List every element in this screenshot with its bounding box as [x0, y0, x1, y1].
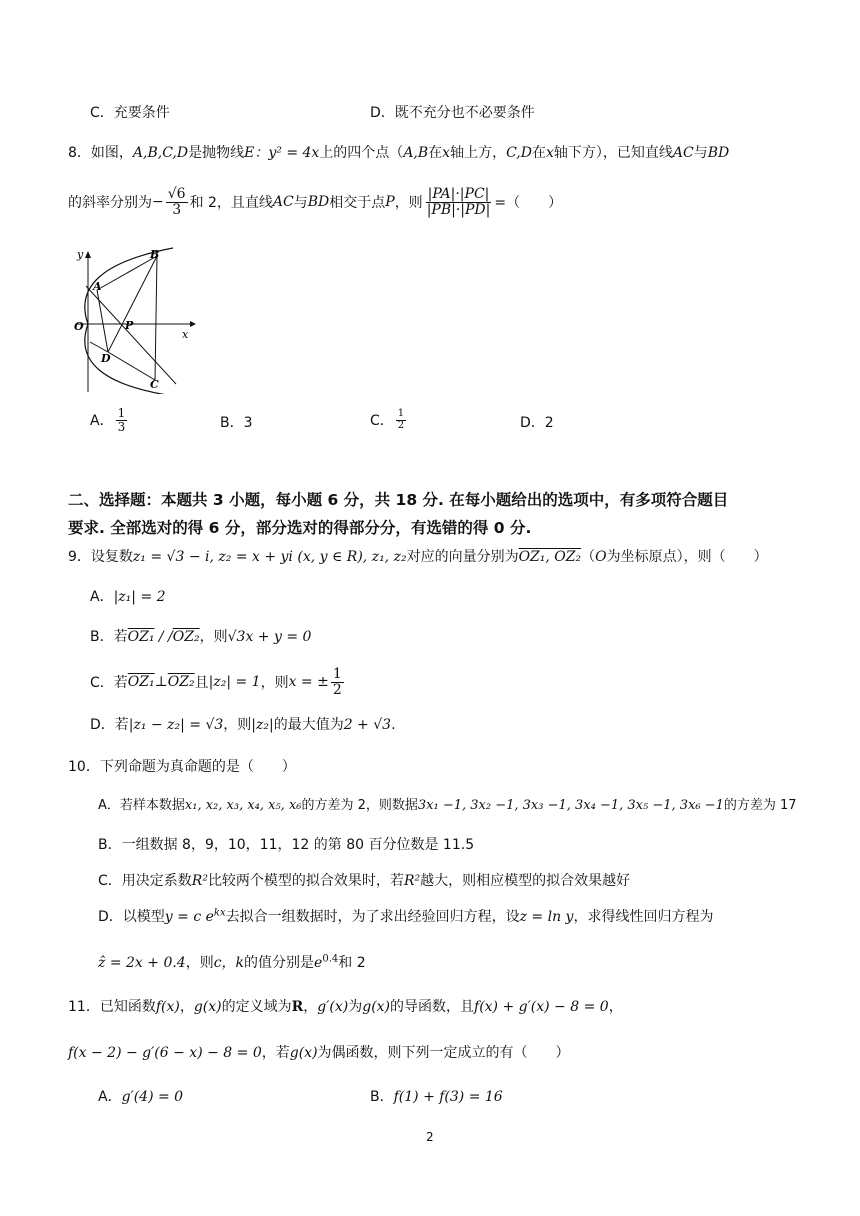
label-b: B — [150, 248, 160, 261]
q10-option-c: C．用决定系数R²比较两个模型的拟合效果时，若R²越大，则相应模型的拟合效果越好 — [98, 873, 631, 889]
q9-option-c: C．若 OZ₁ ⊥ OZ₂ 且 |z₂| = 1 ，则 x = ± $\frac{1}{2}$ — [90, 665, 342, 698]
q8-parabola-figure — [68, 244, 198, 394]
line-ac — [86, 286, 176, 384]
q7-option-d: D．既不充分也不必要条件 — [370, 105, 535, 121]
q7-option-c: C．充要条件 — [90, 105, 170, 121]
q9-option-b: B．若OZ₁ / /OZ₂，则√3x + y = 0 — [90, 629, 312, 645]
q9-option-a: A．|z₁| = 2 — [90, 589, 166, 605]
segment-ad — [97, 290, 108, 352]
q8-option-d: D．2 — [520, 415, 554, 431]
q10-option-b: B．一组数据 8，9，10，11，12 的第 80 百分位数是 11.5 — [98, 837, 475, 853]
label-p: P — [125, 319, 134, 332]
q10-option-a: A．若样本数据x₁, x₂, x₃, x₄, x₅, x₆的方差为 2，则数据3x₁ −1, 3x₂ −1, 3x₃ −1, 3x₄ −1, 3x₅ −1, 3x₆ −1的方差为 17 — [98, 798, 797, 813]
q8-stem-line2: 的斜率分别为 − $\frac{√6}{3}$ 和 2，且直线 AC 与 BD 相交于点 P ，则 $\frac{|PA|\cdot|PC|}{|PB|\cdot|PD|}$ =（ ） — [68, 185, 563, 218]
page-number: 2 — [426, 1130, 434, 1144]
label-c: C — [150, 378, 159, 391]
label-d: D — [101, 352, 111, 365]
label-x: x — [182, 328, 189, 341]
q8-stem-line1: 8．如图，A,B,C,D是抛物线E：y² = 4x上的四个点（A,B在x轴上方，C,D在x轴下方），已知直线AC与BD — [68, 145, 730, 161]
q11-stem-line2: f(x − 2) − g′(6 − x) − 8 = 0，若g(x)为偶函数，则下列一定成立的有（ ） — [68, 1045, 570, 1061]
q9-option-d: D．若|z₁ − z₂| = √3，则|z₂|的最大值为2 + √3. — [90, 717, 396, 733]
q10-stem: 10．下列命题为真命题的是（ ） — [68, 759, 296, 775]
segment-dc — [108, 352, 155, 380]
label-y: y — [77, 248, 84, 261]
q11-stem-line1: 11．已知函数f(x)，g(x)的定义域为R，g′(x)为g(x)的导函数，且f(x) + g′(x) − 8 = 0， — [68, 999, 623, 1015]
label-a: A — [93, 280, 102, 293]
q9-stem: 9．设复数z₁ = √3 − i, z₂ = x + yi (x, y ∈ R), z₁, z₂对应的向量分别为OZ₁, OZ₂（O为坐标原点），则（ ） — [68, 549, 768, 565]
q8-option-b: B．3 — [220, 415, 253, 431]
label-o: O — [74, 320, 84, 333]
q11-option-a: A．g′(4) = 0 — [98, 1089, 184, 1105]
segment-bc — [155, 256, 157, 380]
q11-option-b: B．f(1) + f(3) = 16 — [370, 1089, 503, 1105]
section-2-heading-line2: 要求. 全部选对的得 6 分，部分选对的得部分分，有选错的得 0 分. — [68, 519, 532, 537]
q10-option-d-line2: ẑ = 2x + 0.4，则c，k的值分别是$e^{0.4}$和 2 — [98, 953, 366, 971]
section-2-heading-line1: 二、选择题：本题共 3 小题，每小题 6 分，共 18 分. 在每小题给出的选项中，有多项符合题目 — [68, 491, 729, 509]
q8-option-c: C． $\frac{1}{2}$ — [370, 408, 405, 431]
q10-option-d-line1: D．以模型y = c $e^{kx}$去拟合一组数据时，为了求出经验回归方程，设z = ln y，求得线性回归方程为 — [98, 907, 714, 925]
q8-option-a: A． $\frac{1}{3}$ — [90, 405, 126, 434]
